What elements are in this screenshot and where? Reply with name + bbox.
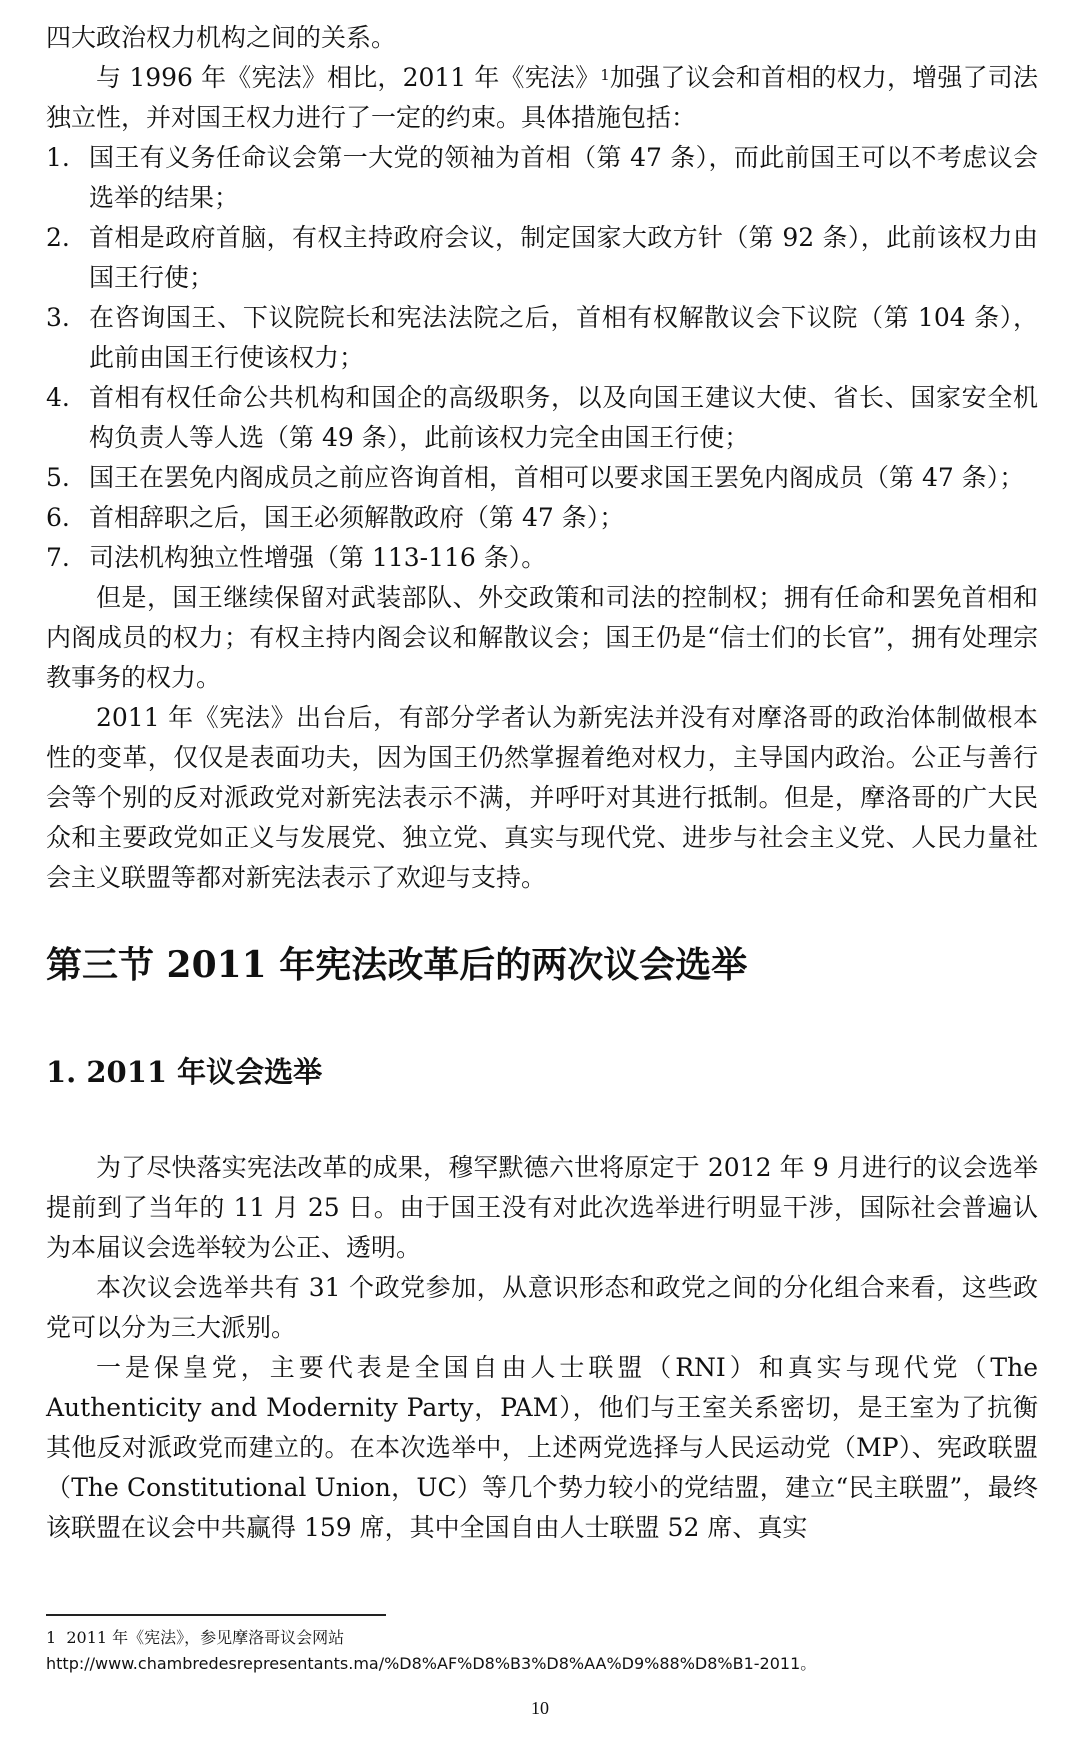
- list-item: [46, 378, 1038, 458]
- list-text: 在咨询国王、下议院院长和宪法法院之后，首相有权解散议会下议院（第 104 条），此前由国王行使该权力；: [89, 303, 1038, 372]
- footnote-line: [46, 1625, 1036, 1651]
- paragraph-election-date: 为了尽快落实宪法改革的成果，穆罕默德六世将原定于 2012 年 9 月进行的议会选举提前到了当年的 11 月 25 日。由于国王没有对此次选举进行明显干涉，国际社会普遍认为本届议会选举较为公正、透明。: [46, 1153, 1038, 1262]
- list-number: 4.: [46, 383, 70, 412]
- paragraph-text: 与 1996 年《宪法》相比，2011 年《宪法》: [96, 63, 601, 92]
- list-number: 6.: [46, 503, 70, 532]
- list-text: 司法机构独立性增强（第 113-116 条）。: [89, 543, 547, 572]
- page-number: 10: [531, 1698, 549, 1718]
- list-item: [46, 138, 1038, 218]
- section-title: 第三节 2011 年宪法改革后的两次议会选举: [46, 944, 748, 986]
- list-text: 首相辞职之后，国王必须解散政府（第 47 条）；: [89, 503, 625, 532]
- body-text: [46, 18, 1038, 1548]
- footnote-divider: [46, 1614, 386, 1616]
- paragraph-reactions: 2011 年《宪法》出台后，有部分学者认为新宪法并没有对摩洛哥的政治体制做根本性的变革，仅仅是表面功夫，因为国王仍然掌握着绝对权力，主导国内政治。公正与善行会等个别的反对派政党对新宪法表示不满，并呼吁对其进行抵制。但是，摩洛哥的广大民众和主要政党如正义与发展党、独立党、真实与现代党、进步与社会主义党、人民力量社会主义联盟等都对新宪法表示了欢迎与支持。: [46, 703, 1038, 892]
- subsection-title: 1. 2011 年议会选举: [46, 1055, 323, 1089]
- list-text: 国王有义务任命议会第一大党的领袖为首相（第 47 条），而此前国王可以不考虑议会选举的结果；: [89, 143, 1038, 212]
- list-text: 首相是政府首脑，有权主持政府会议，制定国家大政方针（第 92 条），此前该权力由国王行使；: [89, 223, 1038, 292]
- paragraph-party-count: 本次议会选举共有 31 个政党参加，从意识形态和政党之间的分化组合来看，这些政党可以分为三大派别。: [46, 1273, 1038, 1342]
- list-number: 2.: [46, 223, 70, 252]
- list-text: 国王在罢免内阁成员之前应咨询首相，首相可以要求国王罢免内阁成员（第 47 条）；: [89, 463, 1025, 492]
- footnote-marker: 1: [46, 1628, 57, 1647]
- paragraph-text: 加强了议会和首相的权力，增强了司法独立性，并对国王权力进行了一定的约束。具体措施包括：: [46, 63, 1038, 132]
- list-item: [46, 538, 1038, 578]
- list-item: [46, 458, 1038, 498]
- list-text: 首相有权任命公共机构和国企的高级职务，以及向国王建议大使、省长、国家安全机构负责人等人选（第 49 条），此前该权力完全由国王行使；: [89, 383, 1038, 452]
- list-number: 5.: [46, 463, 70, 492]
- paragraph-royalist-parties: 一是保皇党，主要代表是全国自由人士联盟（RNI）和真实与现代党（The Authenticity and Modernity Party，PAM），他们与王室关系密切，是王室为了抗衡其他反对派政党而建立的。在本次选举中，上述两党选择与人民运动党（MP）、宪政联盟（The Constitutional Union，UC）等几个势力较小的党结盟，建立“民主联盟”，最终该联盟在议会中共赢得 159 席，其中全国自由人士联盟 52 席、真实: [46, 1353, 1038, 1542]
- list-number: 3.: [46, 303, 70, 332]
- footnote-reference[interactable]: 1: [600, 66, 610, 84]
- list-item: [46, 218, 1038, 298]
- list-item: [46, 298, 1038, 378]
- paragraph-intro-end: 四大政治权力机构之间的关系。: [46, 23, 397, 52]
- list-number: 1.: [46, 143, 70, 172]
- list-number: 7.: [46, 543, 70, 572]
- footnote: [46, 1625, 1036, 1677]
- list-item: [46, 498, 1038, 538]
- paragraph-constitution-comparison: [46, 58, 1038, 138]
- footnote-url[interactable]: http://www.chambredesrepresentants.ma/%D8%AF%D8%B3%D8%AA%D9%88%D8%B1-2011。: [46, 1654, 817, 1673]
- measures-list: [46, 138, 1038, 578]
- footnote-text: 2011 年《宪法》，参见摩洛哥议会网站: [66, 1628, 345, 1647]
- paragraph-king-powers: 但是，国王继续保留对武装部队、外交政策和司法的控制权；拥有任命和罢免首相和内阁成员的权力；有权主持内阁会议和解散议会；国王仍是“信士们的长官”，拥有处理宗教事务的权力。: [46, 583, 1038, 692]
